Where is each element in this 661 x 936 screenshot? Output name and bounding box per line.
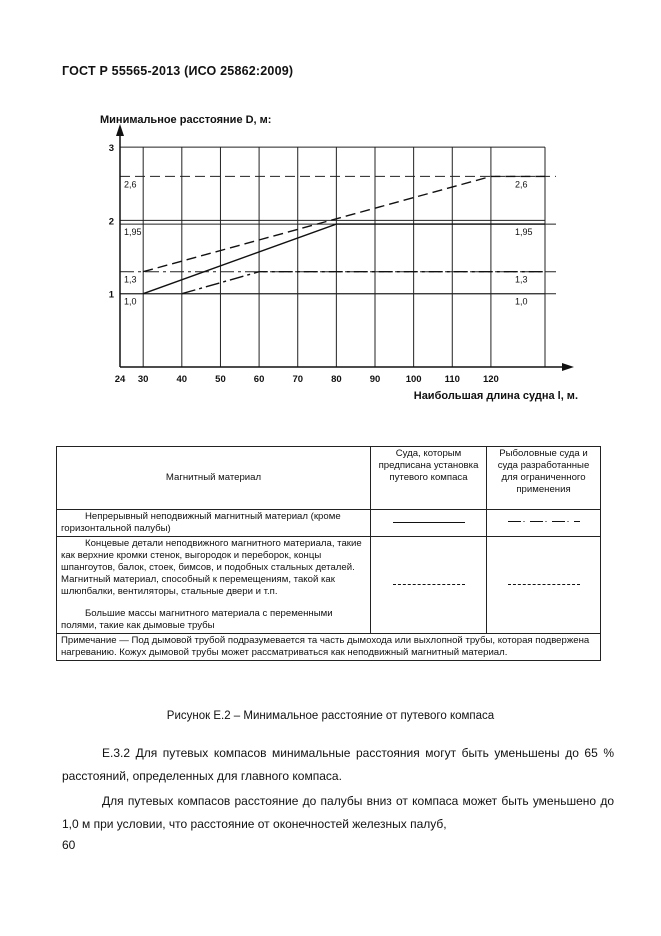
page-number: 60 — [62, 838, 76, 852]
series-line — [143, 224, 545, 294]
x-tick-label: 110 — [444, 374, 460, 385]
x-axis-arrow — [562, 363, 574, 371]
row2-text-a: Концевые детали неподвижного магнитного материала, такие как верхние кромки стенок, выгородок и переборок, концы шпангоутов, балок, стоек, бимсов, и подобных стальных деталей. Магнитный материал, способный к перемещениям, такой как шлюпбалки, вентиляторы, стальные двери и т.п. — [61, 538, 362, 597]
ref-label-left: 1,0 — [124, 296, 137, 307]
row2-line-sample-dashed — [371, 537, 487, 634]
row-continuous-material: Непрерывный неподвижный магнитный материал (кроме горизонтальной палубы) — [57, 510, 371, 537]
ref-label-left: 1,3 — [124, 274, 137, 285]
table-note: Примечание — Под дымовой трубой подразумевается та часть дымохода или выхлопной трубы, которая подвержена нагреванию. Кожух дымовой трубы может рассматриваться как неподвижный магнитный материал. — [57, 634, 601, 661]
y-tick-label: 3 — [108, 143, 114, 155]
x-tick-label: 60 — [253, 374, 265, 385]
y-tick-label: 2 — [108, 216, 114, 228]
y-axis-title: Минимальное расстояние D, м: — [100, 114, 272, 126]
paragraph-e32: Е.3.2 Для путевых компасов минимальные расстояния могут быть уменьшены до 65 % расстояний, определенных для главного компаса. — [62, 746, 614, 783]
figure-caption: Рисунок Е.2 – Минимальное расстояние от путевого компаса — [166, 710, 495, 722]
x-tick-label: 80 — [331, 374, 342, 385]
row2-line-sample-dashed2 — [487, 537, 601, 634]
ref-label-right: 2,6 — [515, 179, 528, 190]
ref-label-left: 1,95 — [124, 227, 142, 238]
x-tick-label: 70 — [292, 374, 304, 385]
col-header-compass-ships: Суда, которым предписана установка путевого компаса — [371, 447, 487, 510]
paragraph-deck-distance: Для путевых компасов расстояние до палубы вниз от компаса может быть уменьшено до 1,0 м при условии, что расстояние от оконечностей железных палуб, — [62, 794, 614, 831]
ref-label-left: 2,6 — [124, 179, 137, 190]
x-tick-label: 100 — [405, 374, 422, 385]
document-header: ГОСТ Р 55565-2013 (ИСО 25862:2009) — [62, 64, 294, 78]
row1-line-sample-dashdot — [487, 510, 601, 537]
row1-line-sample-solid — [371, 510, 487, 537]
x-tick-label: 120 — [482, 374, 499, 385]
ref-label-right: 1,95 — [515, 227, 533, 238]
chart-series — [143, 176, 545, 293]
distance-chart — [0, 0, 661, 440]
x-tick-label: 40 — [176, 374, 188, 385]
ref-label-right: 1,0 — [515, 296, 528, 307]
chart-grid — [120, 147, 545, 367]
x-tick-label: 30 — [137, 374, 149, 385]
x-axis-title: Наибольшая длина судна l, м. — [413, 390, 578, 402]
row2-text-b: Большие массы магнитного материала с переменными полями, такие как дымовые трубы — [61, 608, 333, 631]
chart-axes — [116, 124, 574, 371]
x-tick-label: 50 — [215, 374, 226, 385]
x-tick-label: 24 — [114, 374, 126, 385]
x-tick-label: 90 — [369, 374, 381, 385]
col-header-fishing-ships: Рыболовные суда и суда разработанные для ограниченного применения — [487, 447, 601, 510]
ref-label-right: 1,3 — [515, 274, 528, 285]
row-end-parts-material — [57, 537, 371, 634]
col-header-material: Магнитный материал — [57, 447, 371, 510]
y-tick-label: 1 — [108, 289, 114, 301]
chart-labels — [100, 114, 578, 402]
magnetic-material-table — [56, 446, 601, 661]
